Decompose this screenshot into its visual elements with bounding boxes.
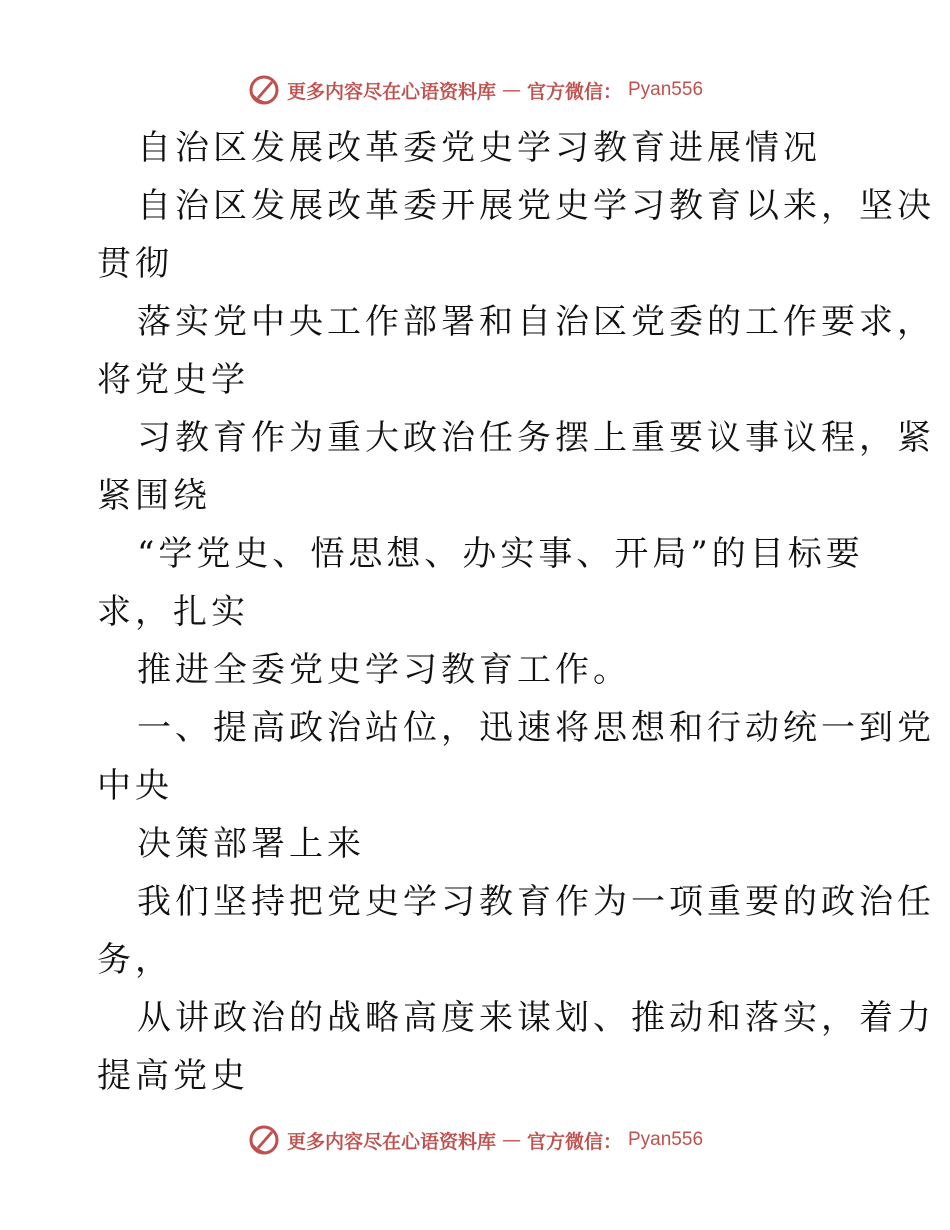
- paragraph-line: 推进全委党史学习教育工作。: [137, 650, 631, 690]
- quill-seal-icon: [247, 1123, 281, 1157]
- section-heading-line: 一、提高政治站位，迅速将思想和行动统一到党: [137, 708, 935, 748]
- watermark-brand-text: 更多内容尽在心语资料库: [286, 1130, 496, 1153]
- paragraph-line: 从讲政治的战略高度来谋划、推动和落实，着力: [137, 998, 935, 1038]
- watermark-wechat-label: 官方微信：: [526, 1130, 622, 1153]
- watermark-separator: —: [501, 1129, 521, 1151]
- watermark-handle: Pyan556: [628, 79, 704, 100]
- paragraph-line: 习教育作为重大政治任务摆上重要议事议程，紧: [137, 418, 935, 458]
- watermark-brand-text: 更多内容尽在心语资料库: [286, 80, 496, 103]
- paragraph-line: 务，: [97, 940, 173, 980]
- quill-seal-icon: [247, 73, 281, 107]
- watermark-handle: Pyan556: [628, 1129, 704, 1150]
- watermark-separator: —: [501, 79, 521, 101]
- paragraph-line: 贯彻: [97, 244, 173, 284]
- document-title: 自治区发展改革委党史学习教育进展情况: [137, 128, 821, 168]
- watermark-wechat-label: 官方微信：: [526, 80, 622, 103]
- paragraph-line: 落实党中央工作部署和自治区党委的工作要求，: [137, 302, 935, 342]
- paragraph-line: 紧围绕: [97, 476, 211, 516]
- footer-watermark: [0, 1120, 950, 1160]
- paragraph-line: 提高党史: [97, 1056, 249, 1096]
- paragraph-line: 求，扎实: [97, 592, 249, 632]
- section-heading-line: 中央: [97, 766, 173, 806]
- paragraph-line: “学党史、悟思想、办实事、开局”的目标要: [137, 534, 864, 574]
- paragraph-line: 将党史学: [97, 360, 249, 400]
- paragraph-line: 我们坚持把党史学习教育作为一项重要的政治任: [137, 882, 935, 922]
- paragraph-line: 自治区发展改革委开展党史学习教育以来，坚决: [137, 186, 935, 226]
- header-watermark: [0, 70, 950, 110]
- section-heading-line: 决策部署上来: [137, 824, 365, 864]
